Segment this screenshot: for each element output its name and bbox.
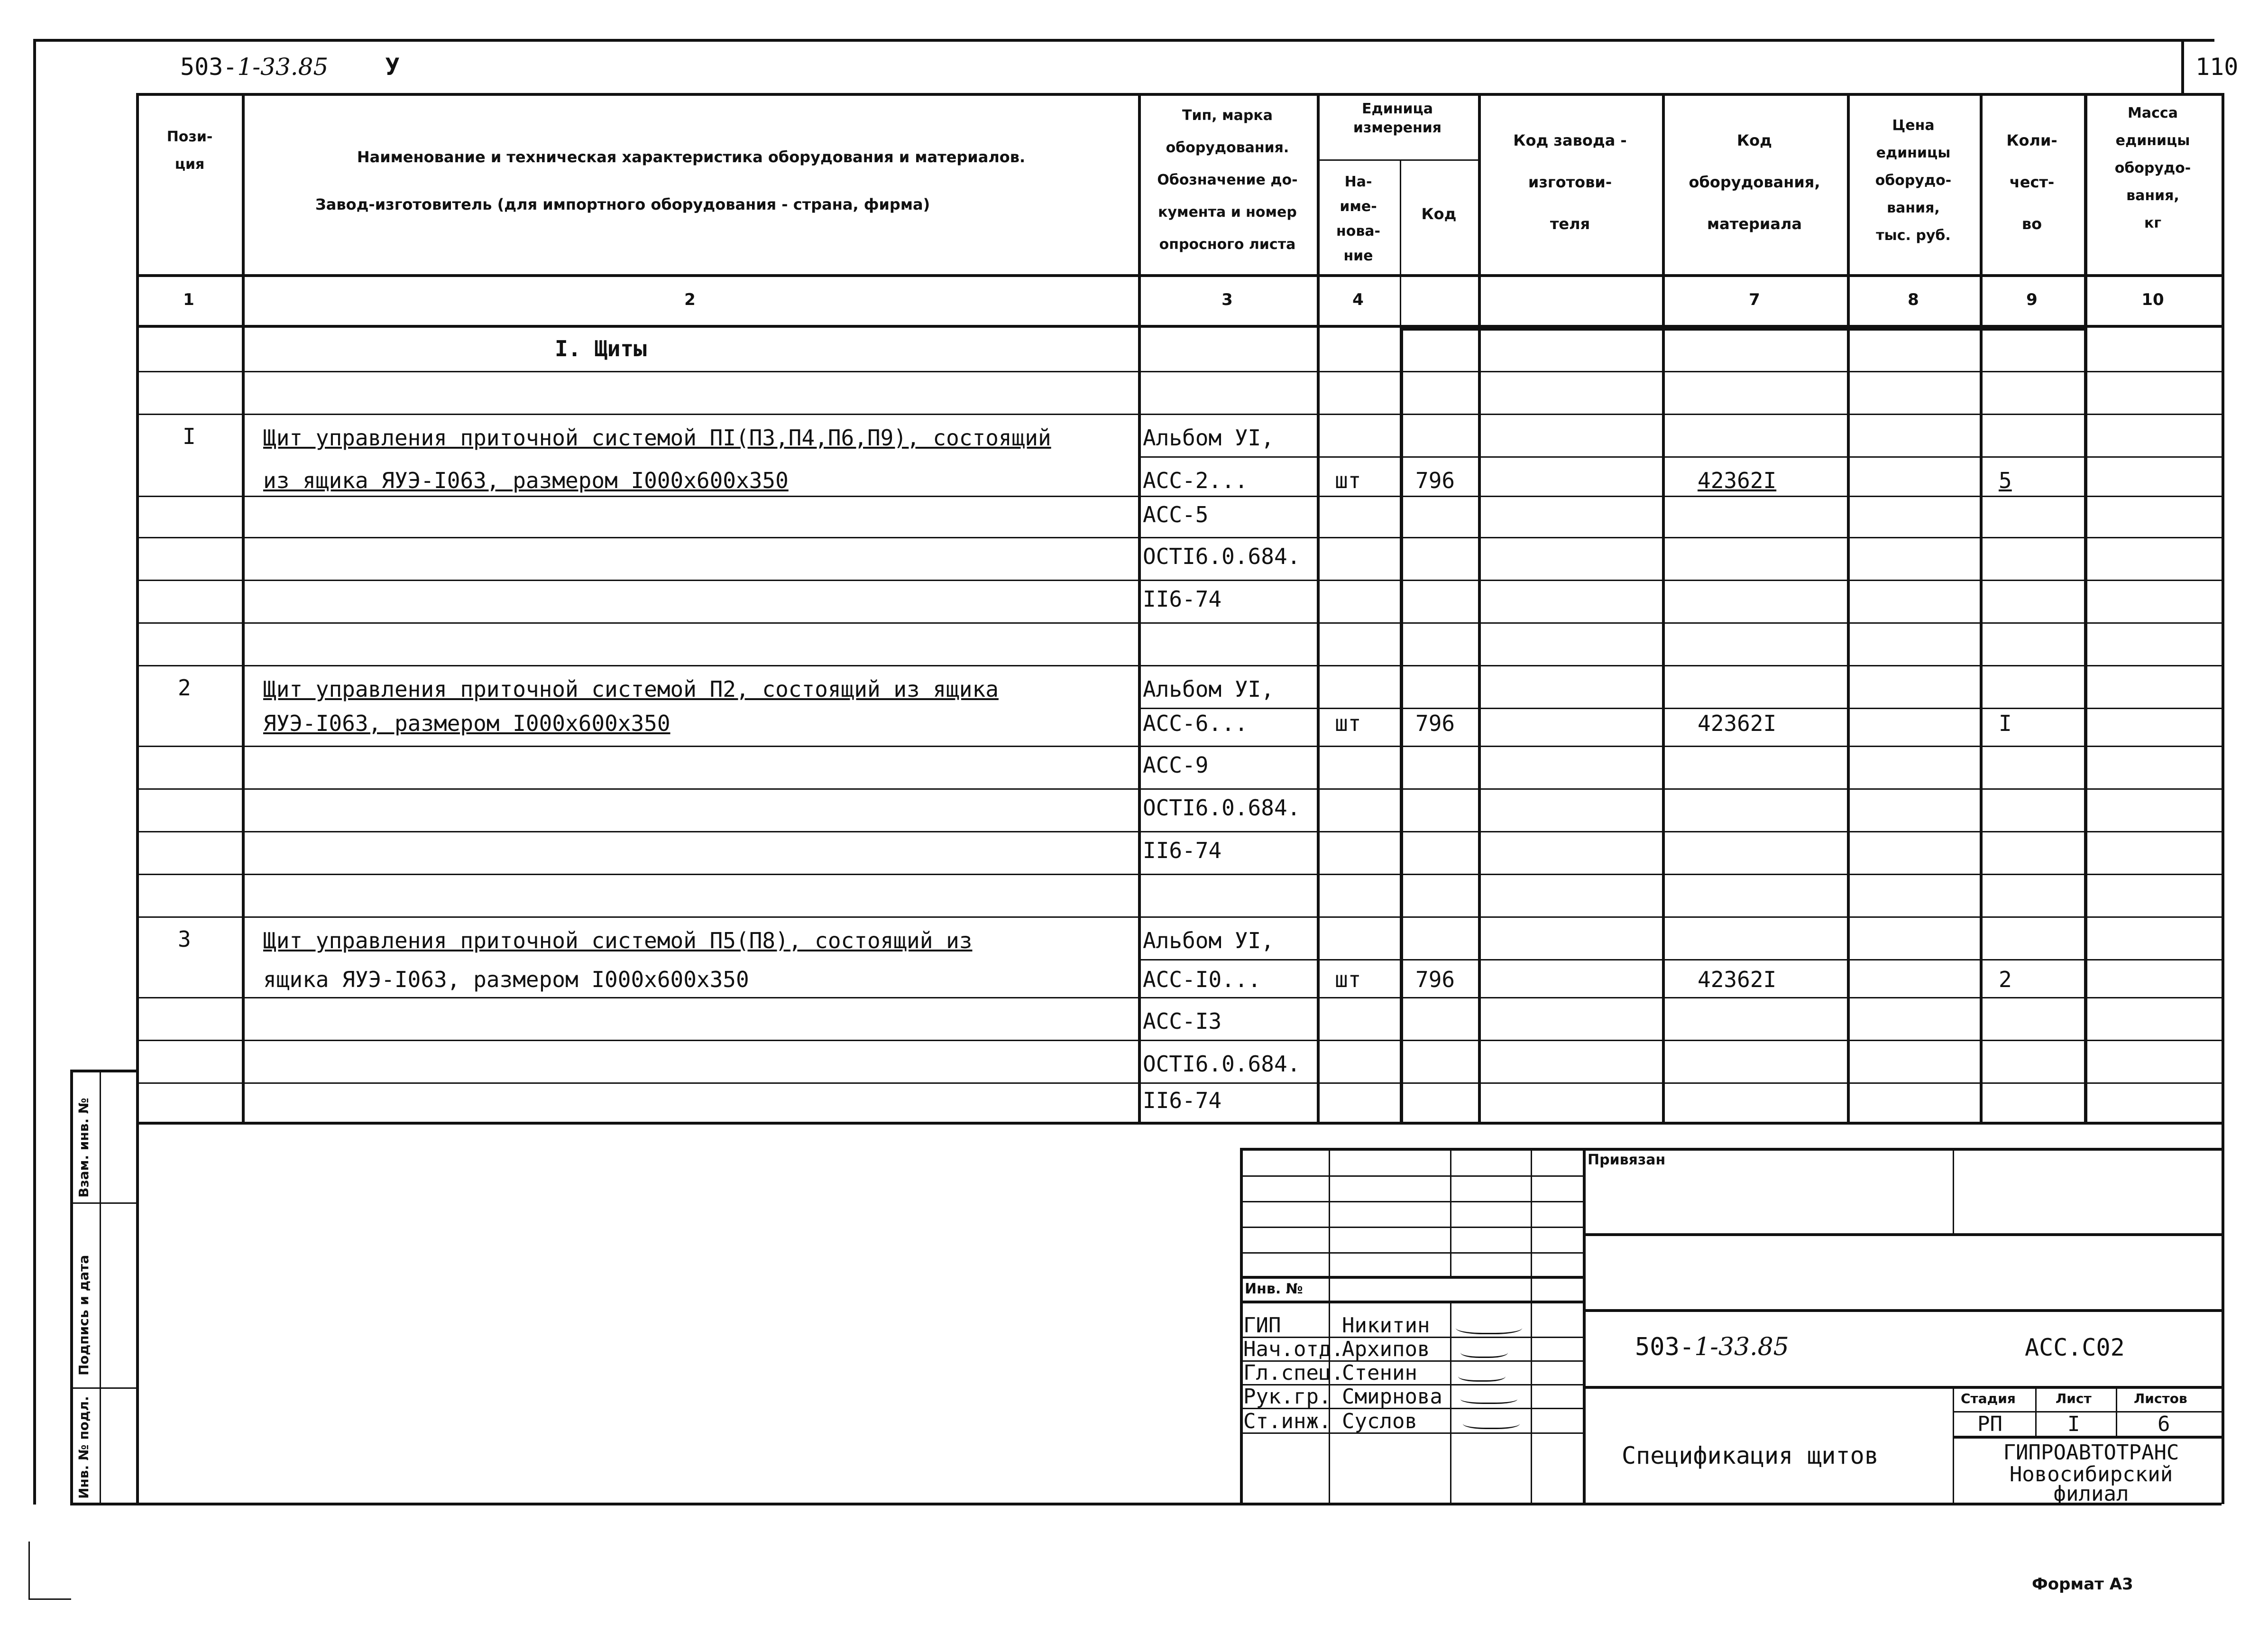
item-1-doc-2: АСС-2...	[1143, 468, 1248, 493]
item-1-doc-1: Альбом УI,	[1143, 425, 1274, 451]
header-unit: Единица измерения	[1353, 101, 1442, 136]
role-chief-engineer: ГИП	[1243, 1313, 1281, 1338]
sheet-number: 110	[2195, 53, 2239, 81]
sheet-label: Лист	[2056, 1391, 2092, 1406]
tb-line	[1450, 1148, 1451, 1276]
tb-line	[1450, 1301, 1451, 1504]
row-line	[1138, 959, 2222, 960]
row-line	[136, 788, 2222, 790]
header-position: Пози- ция	[166, 129, 213, 173]
colnum-9-text: 9	[2026, 290, 2038, 309]
item-3-unit: шт	[1335, 967, 1361, 992]
colnum-1-text: 1	[183, 290, 194, 309]
item-1-unit: шт	[1335, 468, 1361, 493]
side-stamp-line	[70, 1202, 138, 1204]
role-senior-engineer: Ст.инж.	[1243, 1409, 1331, 1433]
tb-line	[1583, 1148, 1586, 1504]
header-equipment-code: Код оборудования, материала	[1689, 131, 1820, 233]
item-1-name-line1: Щит управления приточной системой ПI(П3,П4,П6,П9), состоящий	[263, 425, 1051, 451]
row-line	[136, 916, 2222, 918]
signature-mark	[1456, 1319, 1522, 1334]
side-stamp-mid	[100, 1070, 101, 1504]
col-line	[1980, 93, 1983, 1123]
row-line	[136, 1040, 2222, 1041]
header-bottom	[136, 274, 2222, 277]
name-nikitin: Никитин	[1342, 1313, 1430, 1338]
signature-mark	[1460, 1392, 1517, 1404]
item-1-name-line2: из ящика ЯУЭ-I063, размером I000x600x350	[263, 468, 789, 493]
inv-no-label: Инв. №	[1245, 1281, 1303, 1297]
colnum-3-text: 3	[1221, 290, 1233, 309]
section-title: I. Щиты	[555, 336, 647, 361]
stage-value: РП	[1977, 1412, 2002, 1436]
item-2-doc-4: ОСТI6.0.684.	[1143, 795, 1301, 821]
item-3-doc-5: II6-74	[1143, 1088, 1222, 1113]
title-block-code	[1635, 1333, 1789, 1361]
col-line	[2084, 93, 2087, 1123]
col-line	[242, 93, 245, 1123]
signature-mark	[1463, 1416, 1520, 1429]
row-line	[1138, 456, 2222, 458]
header-unit-code: Код	[1421, 205, 1457, 223]
signature-mark	[1458, 1368, 1506, 1382]
sheet-value: I	[2067, 1412, 2080, 1436]
item-1-unit-code: 796	[1415, 468, 1455, 493]
item-2-unit-code: 796	[1415, 711, 1455, 736]
side-label-replace: Взам. инв. №	[76, 1098, 92, 1198]
side-stamp-line	[70, 1387, 138, 1389]
colnum-8-text: 8	[1908, 290, 1919, 309]
tb-row	[1240, 1175, 1583, 1177]
row-line	[136, 665, 2222, 666]
side-label-signature: Подпись и дата	[76, 1255, 92, 1376]
sheets-label: Листов	[2134, 1391, 2187, 1406]
side-label-inventory: Инв. № подл.	[76, 1396, 92, 1499]
header-quantity: Коли- чест- во	[2006, 131, 2057, 233]
item-2-position: 2	[178, 675, 191, 701]
name-arkhipov: Архипов	[1342, 1337, 1430, 1361]
organization-line2: Новосибирский	[2009, 1462, 2173, 1487]
row-line	[136, 414, 2222, 415]
row-line	[136, 831, 2222, 832]
name-stenin: Стенин	[1342, 1361, 1417, 1385]
item-2-name-line2: ЯУЭ-I063, размером I000x600x350	[263, 711, 670, 736]
header-manufacturer: Завод-изготовитель (для импортного оборудования - страна, фирма)	[315, 195, 930, 213]
side-stamp-top	[70, 1070, 138, 1072]
doc-code-header	[180, 53, 400, 81]
role-group-lead: Рук.гр.	[1243, 1385, 1331, 1409]
attached-label: Привязан	[1588, 1152, 1666, 1168]
row-line	[1138, 708, 2222, 709]
item-3-equipment-code: 42362I	[1698, 967, 1777, 992]
tb-row	[1240, 1201, 1583, 1202]
header-mass: Масса единицы оборудо- вания, кг	[2114, 105, 2191, 231]
colnum-4-text: 4	[1352, 290, 1364, 309]
table-right	[2222, 93, 2224, 1504]
header-price: Цена единицы оборудо- вания, тыс. руб.	[1875, 117, 1952, 244]
organization-line1: ГИПРОАВТОТРАНС	[2003, 1440, 2179, 1465]
item-2-doc-3: АСС-9	[1143, 752, 1209, 778]
item-3-doc-4: ОСТI6.0.684.	[1143, 1051, 1301, 1077]
colnum-7-text: 7	[1749, 290, 1760, 309]
item-1-doc-3: АСС-5	[1143, 502, 1209, 527]
tb-line	[1953, 1148, 1954, 1233]
colnum-2-text: 2	[684, 290, 696, 309]
role-chief-specialist: Гл.спец.	[1243, 1361, 1344, 1385]
signature-mark	[1460, 1345, 1508, 1358]
tb-row	[1583, 1386, 2222, 1389]
title-block-bottom	[136, 1503, 2222, 1505]
name-suslov: Суслов	[1342, 1409, 1417, 1433]
item-3-name-line1: Щит управления приточной системой П5(П8), состоящий из	[263, 928, 973, 953]
item-1-quantity: 5	[1999, 468, 2012, 493]
item-2-name-line1: Щит управления приточной системой П2, состоящий из ящика	[263, 676, 999, 702]
tb-code-prefix: 503-	[1635, 1333, 1695, 1361]
item-3-doc-3: АСС-I3	[1143, 1008, 1222, 1034]
col-line	[1662, 93, 1665, 1123]
frame-bottom-tick	[28, 1598, 71, 1600]
tb-row	[1240, 1252, 1583, 1254]
row-line	[136, 997, 2222, 998]
item-1-equipment-code: 42362I	[1698, 468, 1777, 493]
tb-row	[1240, 1276, 1583, 1279]
tb-row	[1240, 1227, 1583, 1228]
table-top	[136, 93, 2222, 96]
row-line	[136, 874, 2222, 875]
col-line	[1478, 93, 1481, 1123]
colnum-10-text: 10	[2141, 290, 2164, 309]
frame-top	[33, 39, 2214, 42]
row-line	[136, 1082, 2222, 1084]
row-line	[136, 746, 2222, 747]
item-3-name-line2: ящика ЯУЭ-I063, размером I000x600x350	[263, 967, 749, 992]
tb-row	[1583, 1233, 2222, 1236]
stage-label: Стадия	[1961, 1391, 2016, 1406]
document-title: Спецификация щитов	[1622, 1442, 1879, 1469]
row-line	[136, 496, 2222, 497]
sheet-number-divider	[2181, 39, 2184, 96]
tb-row	[1240, 1301, 1583, 1303]
item-3-quantity: 2	[1999, 967, 2012, 992]
doc-suffix: У	[385, 53, 400, 81]
item-3-doc-2: АСС-I0...	[1143, 967, 1261, 992]
tb-line	[1953, 1386, 1954, 1504]
row-line	[136, 622, 2222, 624]
item-1-doc-5: II6-74	[1143, 586, 1222, 612]
role-dept-head: Нач.отд.	[1243, 1337, 1344, 1361]
organization-line3: филиал	[2053, 1482, 2129, 1506]
table-bottom	[136, 1122, 2222, 1125]
title-block-top	[1240, 1148, 2222, 1151]
header-unit-name: На- име- нова- ние	[1336, 174, 1381, 264]
format-label: Формат А3	[2032, 1575, 2133, 1594]
row-line	[136, 580, 2222, 581]
header-factory-code: Код завода - изготови- теля	[1513, 131, 1627, 233]
item-2-equipment-code: 42362I	[1698, 711, 1777, 736]
row-line	[136, 371, 2222, 372]
sheet-code: АСС.С02	[2025, 1334, 2125, 1361]
item-1-doc-4: ОСТI6.0.684.	[1143, 544, 1301, 569]
name-smirnova: Смирнова	[1342, 1385, 1442, 1409]
bold-box-top	[1400, 327, 2085, 331]
col-line-bold	[1400, 327, 1403, 1122]
side-stamp-left	[70, 1070, 73, 1504]
table-left	[136, 93, 139, 1504]
item-2-doc-1: Альбом УI,	[1143, 676, 1274, 702]
doc-code-prefix: 503-	[180, 53, 238, 81]
item-2-quantity: I	[1999, 711, 2012, 736]
item-2-unit: шт	[1335, 711, 1361, 736]
frame-left	[33, 39, 36, 1505]
unit-sub-line	[1317, 159, 1478, 161]
item-3-unit-code: 796	[1415, 967, 1455, 992]
doc-code-hand: 1-33.85	[237, 53, 329, 81]
frame-left-tick	[28, 1542, 30, 1598]
item-1-position: I	[183, 424, 196, 449]
sheets-value: 6	[2158, 1412, 2170, 1436]
item-3-doc-1: Альбом УI,	[1143, 928, 1274, 953]
item-2-doc-5: II6-74	[1143, 838, 1222, 863]
row-line	[136, 537, 2222, 538]
tb-code-hand: 1-33.85	[1694, 1333, 1789, 1361]
header-name: Наименование и техническая характеристика оборудования и материалов.	[357, 148, 1026, 166]
item-3-position: 3	[178, 926, 191, 952]
tb-row	[1583, 1309, 2222, 1312]
header-type: Тип, марка оборудования. Обозначение до- кумента и номер опросного листа	[1157, 107, 1298, 253]
item-2-doc-2: АСС-6...	[1143, 711, 1248, 736]
side-stamp-bottom	[70, 1503, 138, 1505]
